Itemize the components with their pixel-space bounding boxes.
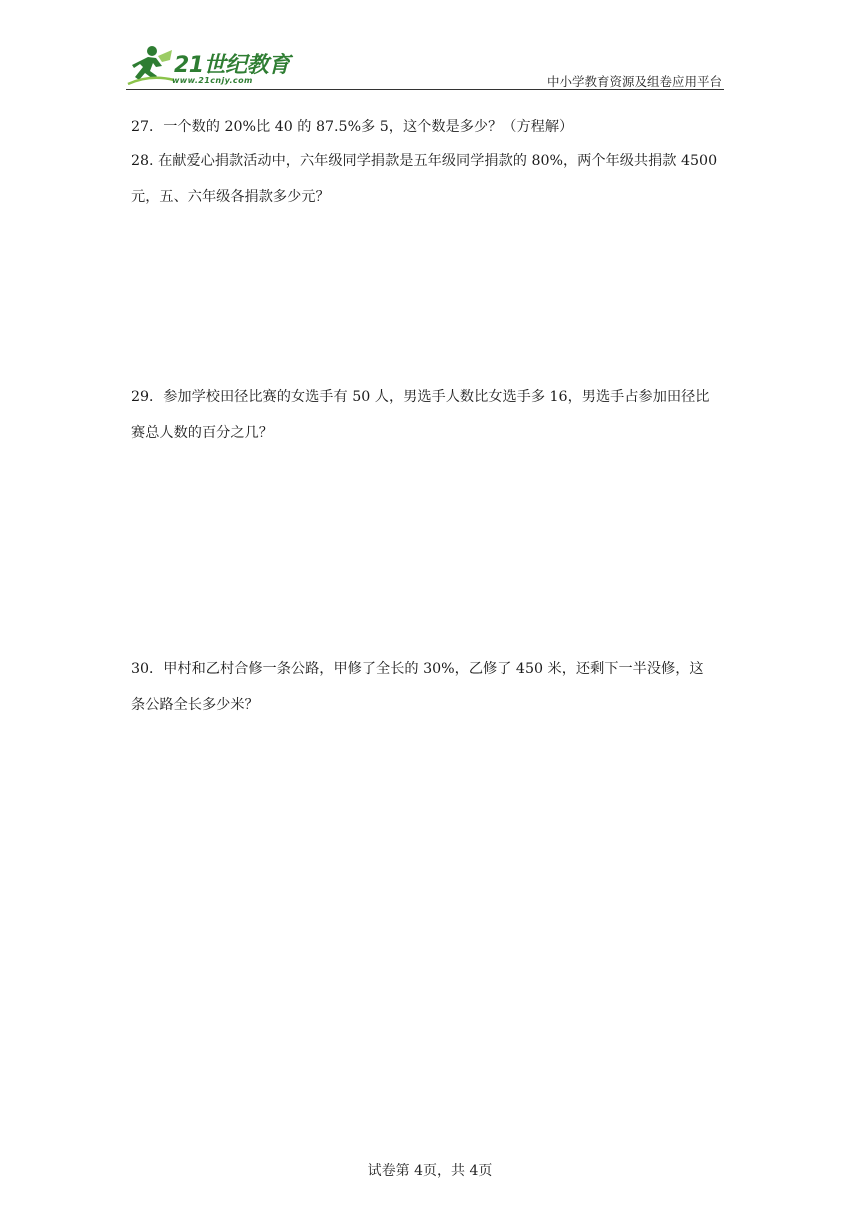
question-line: 27．一个数的 20%比 40 的 87.5%多 5，这个数是多少？（方程解） — [131, 119, 574, 135]
logo-url-text: www.21cnjy.com — [172, 76, 253, 85]
platform-name: 中小学教育资源及组卷应用平台 — [546, 74, 722, 89]
question-line: 元，五、六年级各捐款多少元？ — [131, 189, 330, 205]
question-line: 30．甲村和乙村合修一条公路，甲修了全长的 30%，乙修了 450 米，还剩下一半没修，这 — [131, 661, 704, 677]
question-line: 29．参加学校田径比赛的女选手有 50 人，男选手人数比女选手多 16，男选手占参加田径比 — [131, 389, 710, 405]
page-header — [126, 44, 724, 90]
runner-logo-icon — [126, 44, 176, 90]
page-footer: 试卷第 4页，共 4页 — [367, 1163, 493, 1179]
question-line: 条公路全长多少米？ — [131, 697, 259, 713]
question-line: 赛总人数的百分之几？ — [131, 425, 273, 441]
site-logo — [126, 44, 296, 90]
question-29 — [131, 382, 731, 448]
logo-wordmark: 21世纪教育 — [174, 53, 290, 78]
question-line: 28. 在献爱心捐款活动中，六年级同学捐款是五年级同学捐款的 80%，两个年级共捐款 4500 — [131, 153, 718, 169]
question-30 — [131, 654, 731, 720]
header-divider — [126, 89, 724, 90]
question-28 — [131, 146, 731, 212]
question-27 — [131, 112, 731, 142]
